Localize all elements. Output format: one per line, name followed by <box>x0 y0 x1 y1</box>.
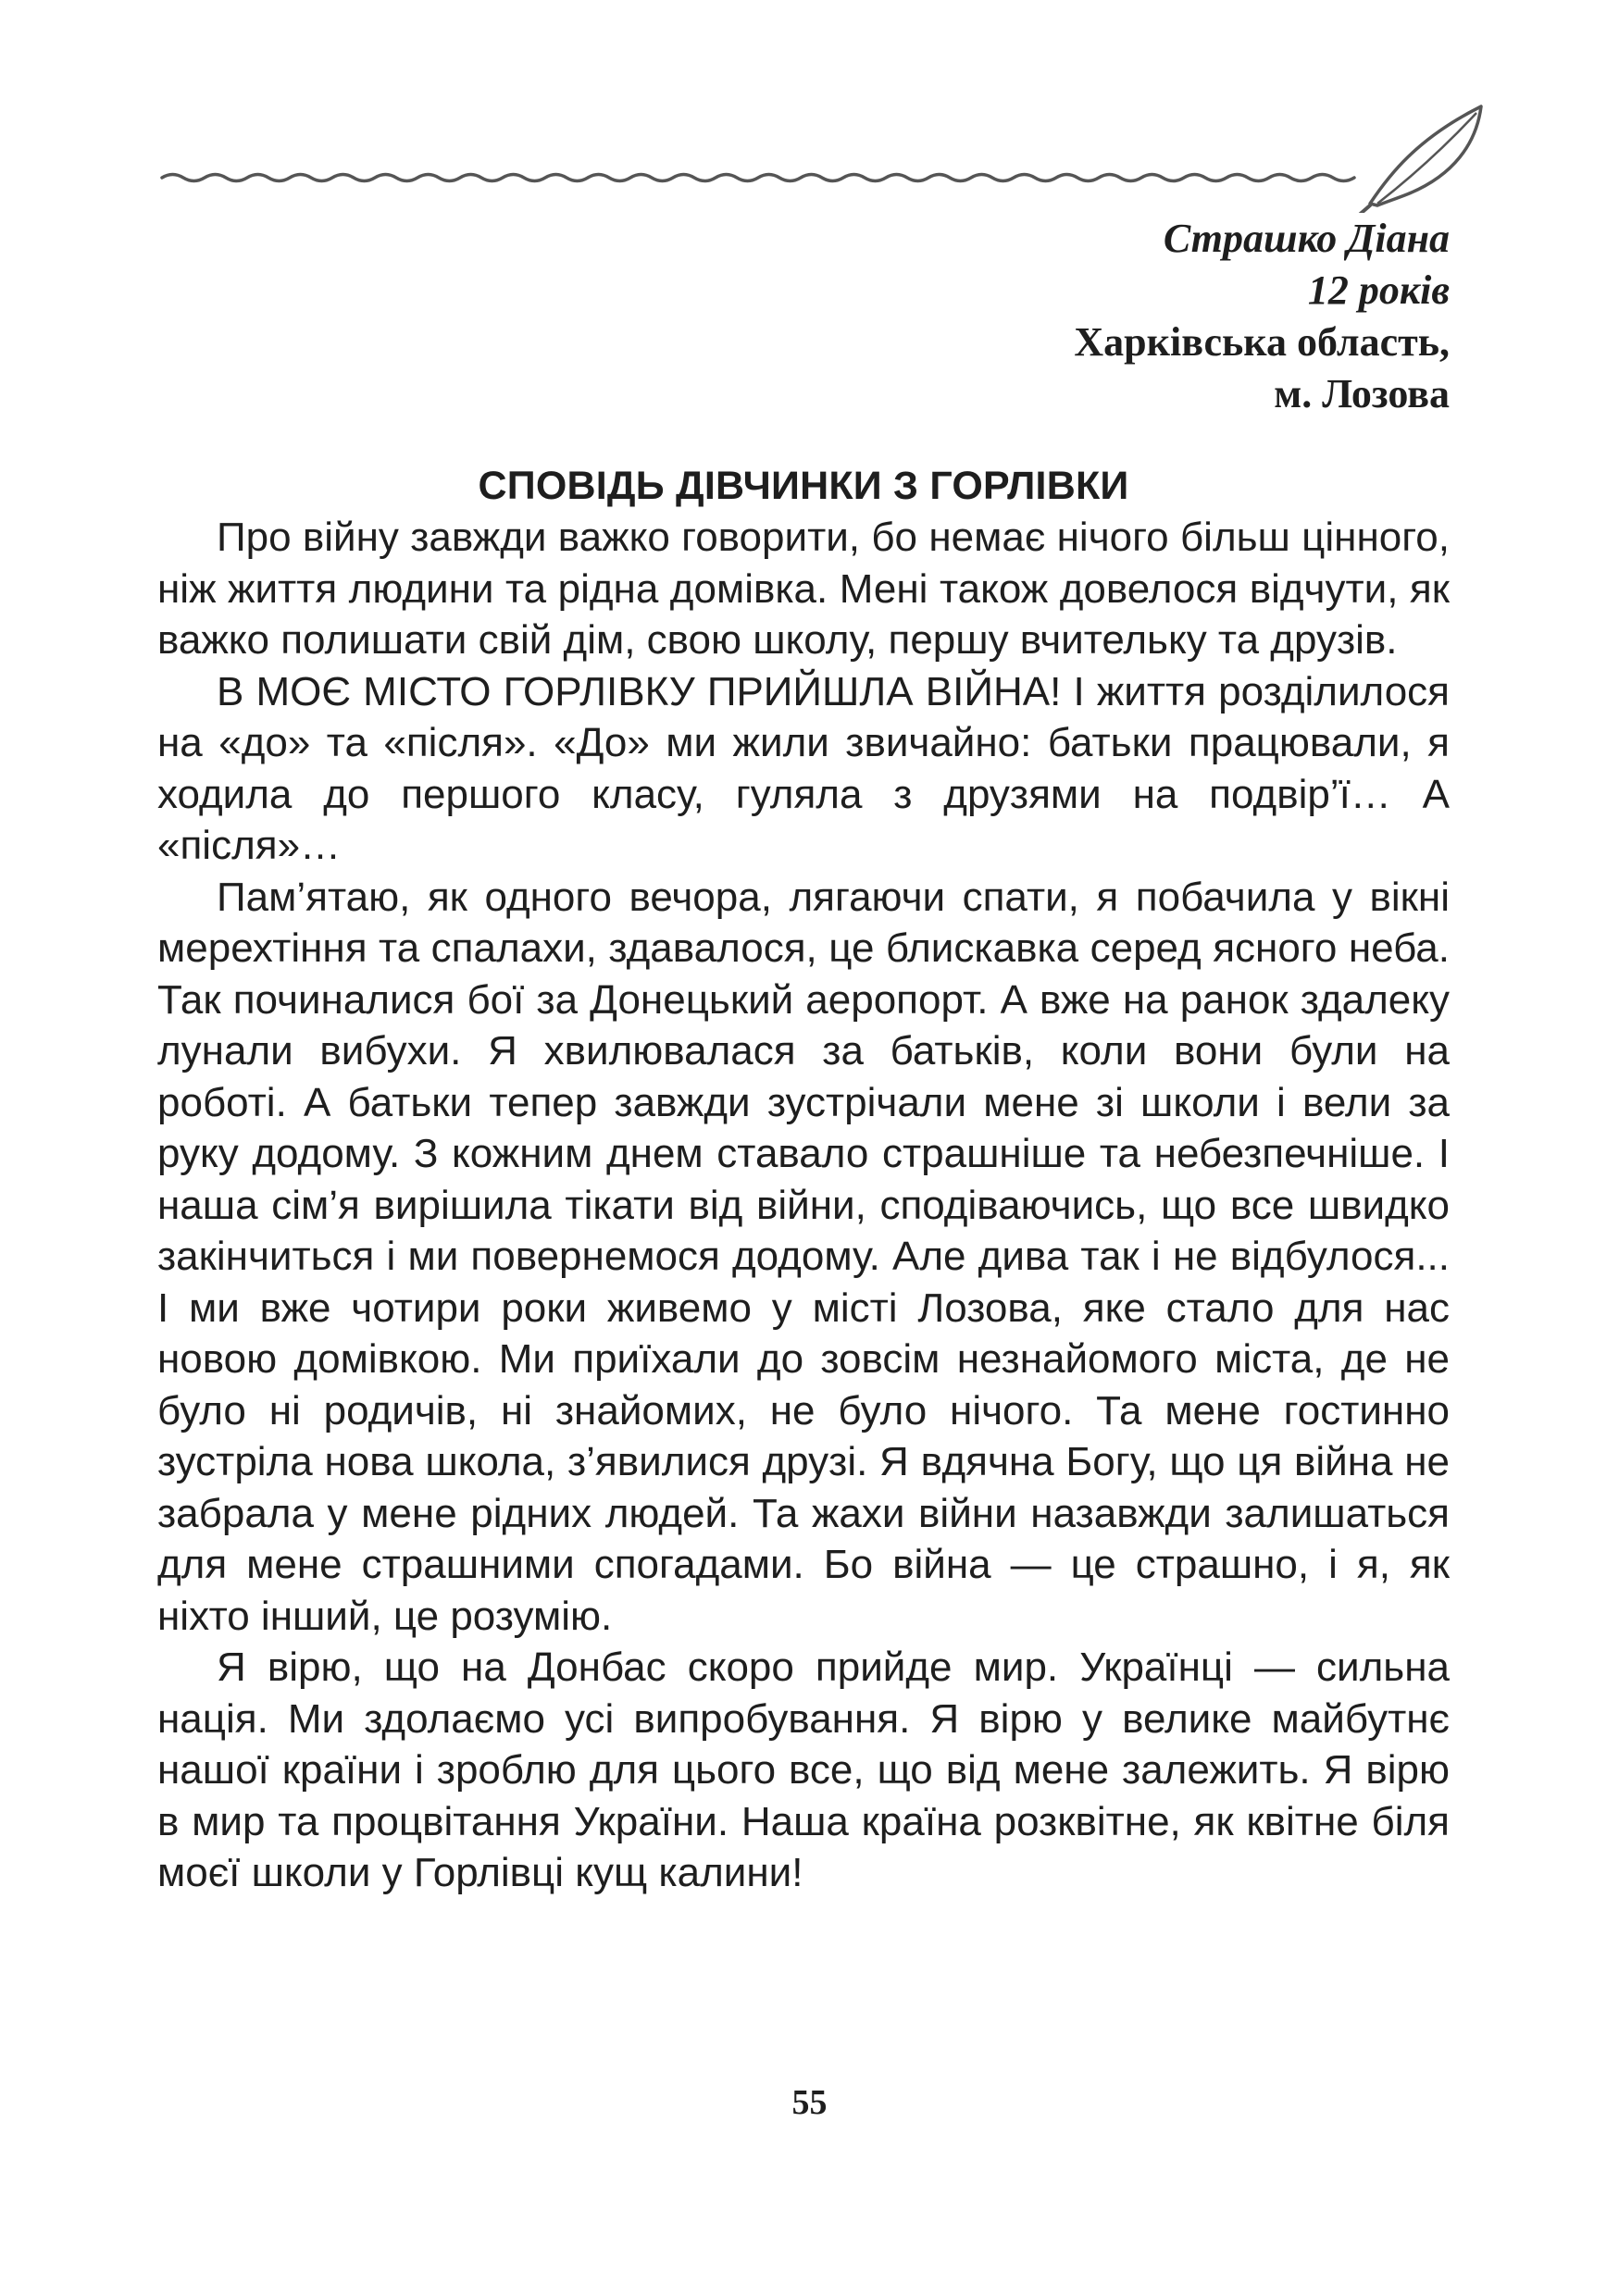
paragraph: Пам’ятаю, як одного вечора, лягаючи спати, я побачила у вікні мерехтіння та спалахи, здавалося, це блискавка серед ясного неба. Так починалися бої за Донецький аеропорт. А вже на ранок здалеку лунали вибухи. Я хвилювалася за батьків, коли вони були на роботі. А батьки тепер завжди зустрічали мене зі школи і вели за руку додому. З кожним днем ставало страшніше та небезпечніше. І наша сім’я вирішила тікати від війни, сподіваючись, що все швидко закінчиться і ми повернемося додому. Але дива так і не відбулося... І ми вже чотири роки живемо у місті Лозова, яке стало для нас новою домівкою. Ми приїхали до зовсім незнайомого міста, де не було ні родичів, ні знайомих, не було нічого. Та мене гостинно зустріла нова школа, з’явилися друзі. Я вдячна Богу, що ця війна не забрала у мене рідних людей. Та жахи війни назавжди залишаться для мене страшними спогадами. Бо війна — це страшно, і я, як ніхто інший, це розумію. <box>157 874 1450 1639</box>
article-body <box>157 512 1450 1899</box>
article-title: СПОВІДЬ ДІВЧИНКИ З ГОРЛІВКИ <box>478 464 1129 508</box>
paragraph: Я вірю, що на Донбас скоро прийде мир. Українці — сильна нація. Ми здолаємо усі випробування. Я вірю у велике майбутнє нашої країни і зроблю для цього все, що від мене залежить. Я вірю в мир та процвітання України. Наша країна розквітне, як квітне біля моєї школи у Горлівці кущ калини! <box>157 1644 1450 1895</box>
author-city: м. Лозова <box>1274 371 1450 416</box>
author-name: Страшко Діана <box>1163 216 1450 261</box>
author-age: 12 років <box>1307 267 1450 313</box>
quill-feather-ornament-icon <box>157 93 1490 213</box>
paragraph: Про війну завжди важко говорити, бо немає нічого більш цінного, ніж життя людини та рідна домівка. Мені також довелося відчути, як важко полишати свій дім, свою школу, першу вчительку та друзів. <box>157 515 1450 663</box>
author-info <box>1074 213 1450 420</box>
author-region: Харківська область, <box>1074 319 1450 365</box>
paragraph: В МОЄ МІСТО ГОРЛІВКУ ПРИЙШЛА ВІЙНА! І життя розділилося на «до» та «після». «До» ми жили звичайно: батьки працювали, я ходила до першого класу, гуляла з друзями на подвір’ї… А «після»… <box>157 668 1450 868</box>
page-number: 55 <box>791 2083 828 2122</box>
